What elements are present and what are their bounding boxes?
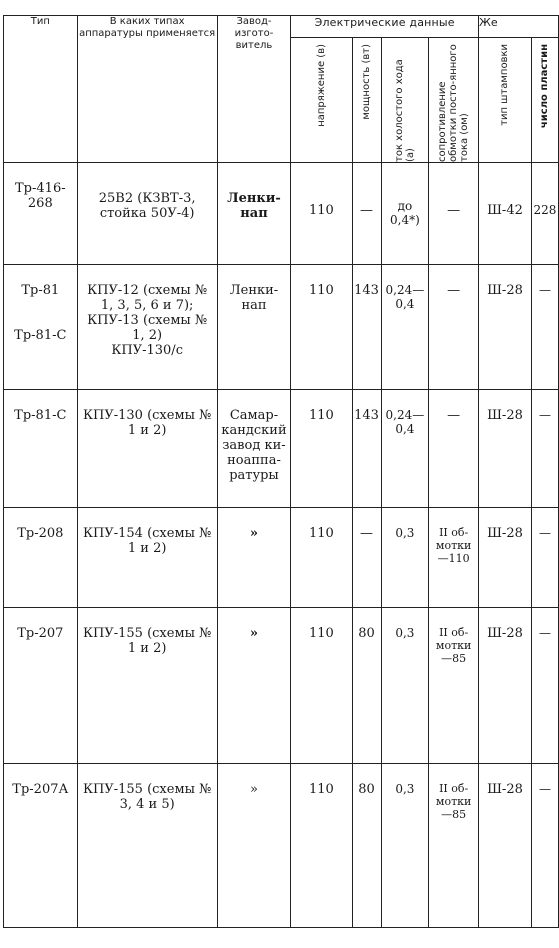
resistance-value: — [447,408,461,423]
header-apparatus: В каких типах аппаратуры применяется [77,16,217,163]
stamping-value: Ш-28 [487,626,523,641]
cell-voltage [291,508,352,608]
type-value: Тр-207А [12,782,69,797]
type-value: Тр-208 [17,526,64,541]
power-value: — [360,526,374,541]
cell-factory [217,163,291,265]
cell-resistance [429,508,479,608]
plates-value: — [538,408,551,422]
factory-value: Самар-кандский завод ки-ноаппа-ратуры [221,408,287,483]
cell-power [352,265,381,390]
cell-apparatus [77,163,217,265]
header-noload-label: ток холостого хода (а) [393,59,416,162]
header-voltage-label: напряжение (в) [315,44,327,127]
voltage-value: 110 [308,782,334,797]
resistance-value: — [447,283,461,298]
cell-factory [217,764,291,928]
header-factory: Завод-изгото-витель [217,16,291,163]
apparatus-value: КПУ-155 (схемы № 1 и 2) [82,626,212,656]
noload-value: 0,3 [395,782,415,796]
factory-value: » [250,782,258,797]
cell-stamping [479,163,532,265]
cell-type [4,265,78,390]
table-row [4,265,559,390]
type-value: Тр-81 [21,283,60,298]
cell-power [352,390,381,508]
power-value: 80 [358,626,375,641]
type-value: Тр-207 [17,626,64,641]
power-value: 80 [358,782,375,797]
cell-voltage [291,163,352,265]
cell-factory [217,265,291,390]
plates-value: 228 [533,203,557,217]
cell-noload [381,608,429,764]
header-type: Тип [4,16,78,163]
plates-value: — [538,526,551,540]
cell-factory [217,390,291,508]
cell-factory [217,508,291,608]
stamping-value: Ш-28 [487,526,523,541]
cell-noload [381,390,429,508]
cell-voltage [291,265,352,390]
cell-apparatus [77,508,217,608]
factory-value: » [249,626,259,641]
noload-value: 0,3 [395,626,415,640]
header-power-label: мощность (вт) [361,44,373,120]
noload-value: 0,3 [395,526,415,540]
apparatus-value: 25В2 (КЗВТ-3, стойка 50У-4) [98,191,196,221]
cell-apparatus [77,390,217,508]
cell-noload [381,508,429,608]
cell-apparatus [77,764,217,928]
cell-apparatus [77,265,217,390]
cell-resistance [429,608,479,764]
voltage-value: 110 [308,626,334,641]
cell-plates [531,608,558,764]
apparatus-value: КПУ-154 (схемы № 1 и 2) [82,526,212,556]
resistance-value: II об-мотки —110 [435,526,472,565]
stamping-value: Ш-28 [487,782,523,797]
stamping-value: Ш-42 [487,203,523,218]
table-row [4,390,559,508]
cell-type [4,163,78,265]
power-value: — [360,203,374,218]
apparatus-value: КПУ-130 (схемы № 1 и 2) [82,408,212,438]
voltage-value: 110 [308,526,334,541]
cell-noload [381,265,429,390]
cell-resistance [429,390,479,508]
header-group-cut: Же [479,16,559,38]
cell-power [352,163,381,265]
cell-stamping [479,390,532,508]
cell-stamping [479,764,532,928]
header-voltage [291,38,352,163]
plates-value: — [538,782,551,796]
cell-voltage [291,390,352,508]
apparatus-value: КПУ-12 (схемы № 1, 3, 5, 6 и 7); КПУ-13 (схемы № 1, 2) [87,283,208,343]
resistance-value: II об-мотки —85 [435,782,472,821]
cell-power [352,764,381,928]
stamping-value: Ш-28 [487,283,523,298]
noload-value: до 0,4*) [390,199,420,227]
cell-stamping [479,608,532,764]
cell-resistance [429,764,479,928]
cell-factory [217,608,291,764]
header-resistance-label: сопротивление обмотки посто-янного тока (ом) [437,44,471,162]
cell-plates [531,508,558,608]
header-plates [531,38,558,163]
cell-stamping [479,265,532,390]
header-stamping [479,38,532,163]
cell-plates [531,265,558,390]
table-row [4,163,559,265]
plates-value: — [538,626,551,640]
cell-noload [381,163,429,265]
cell-stamping [479,508,532,608]
type-value: Тр-81-С [14,408,67,423]
header-noload [381,38,429,163]
resistance-value: — [447,203,461,218]
plates-value: — [538,283,551,297]
power-value: 143 [354,408,379,423]
cell-plates [531,163,558,265]
cell-voltage [291,608,352,764]
cell-type [4,764,78,928]
power-value: 143 [354,283,379,298]
cell-type [4,508,78,608]
transformer-spec-table [3,15,559,928]
cell-apparatus [77,608,217,764]
apparatus-value: КПУ-155 (схемы № 3, 4 и 5) [82,782,212,812]
cell-voltage [291,764,352,928]
cell-type [4,608,78,764]
header-plates-label: число пластин [539,44,551,129]
cell-power [352,608,381,764]
voltage-value: 110 [308,203,334,218]
noload-value: 0,24—0,4 [385,283,425,311]
voltage-value: 110 [308,408,334,423]
table-row [4,608,559,764]
factory-value: Ленки-нап [229,283,279,313]
apparatus-value-secondary: КПУ-130/с [111,343,183,358]
header-electrical-data: Электрические данные [291,16,479,38]
cell-noload [381,764,429,928]
table-row [4,764,559,928]
stamping-value: Ш-28 [487,408,523,423]
type-value: Тр-416-268 [15,181,66,211]
cell-type [4,390,78,508]
cell-resistance [429,265,479,390]
table-row [4,508,559,608]
cell-resistance [429,163,479,265]
noload-value: 0,24—0,4 [385,408,425,436]
cell-plates [531,764,558,928]
resistance-value: II об-мотки —85 [435,626,472,665]
cell-plates [531,390,558,508]
header-stamping-label: тип штамповки [499,44,511,126]
header-power [352,38,381,163]
header-group-row [4,16,559,38]
cell-power [352,508,381,608]
header-resistance [429,38,479,163]
voltage-value: 110 [308,283,334,298]
type-value-secondary: Тр-81-С [14,328,67,343]
factory-value: Ленки-нап [227,191,281,221]
factory-value: » [249,526,259,541]
